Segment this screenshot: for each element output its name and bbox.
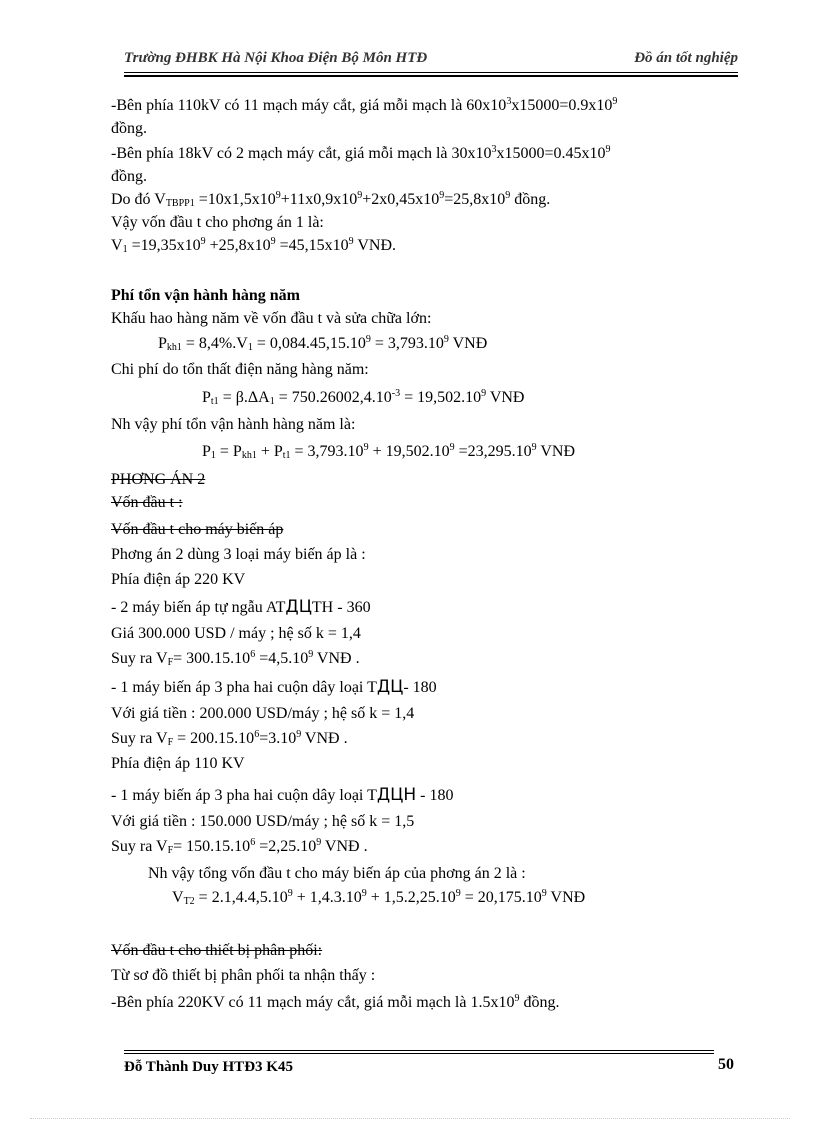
line-p1: $P_1 = P_{kh1} + P_{t1} = 3,793.10^9 + 19,502.10^9 =23,295.10^9$ VNĐ xyxy=(202,442,575,461)
line-vf-300: Suy ra $V_F= 300.15.10^6 =4,5.10^9$ VNĐ . xyxy=(111,649,360,668)
line-vt2: $V_{T2} = 2.1,4.4,5.10^9 + 1,4.3.10^9 + 1,5.2,25.10^9 = 20,175.10^9$ VNĐ xyxy=(172,888,586,907)
line-pt1: $P_{t1} = \beta.\Delta A_1 = 750.26002,4.10^{-3} = 19,502.10^9$ VNĐ xyxy=(202,388,525,407)
heading-phuong-an-2: PHƠNG ÁN 2 xyxy=(111,471,206,488)
line-vf-200: Suy ra $V_F = 200.15.10^6=3.10^9$ VNĐ . xyxy=(111,729,348,748)
header-doc-type: Đồ án tốt nghiệp xyxy=(634,50,738,66)
heading-von-mba: Vốn đầu t cho máy biến áp xyxy=(111,521,284,538)
line-tong-von-mba: Nh vậy tổng vốn đầu t cho máy biến áp của phơng án 2 là : xyxy=(148,865,526,882)
line-nhu-vay-phi-ton: Nh vậy phí tổn vận hành hàng năm là: xyxy=(111,416,356,433)
footer-author: Đỗ Thành Duy HTĐ3 K45 xyxy=(124,1059,293,1075)
line-gia-300000: Giá 300.000 USD / máy ; hệ số k = 1,4 xyxy=(111,625,361,642)
footer-rule-top xyxy=(124,1050,714,1051)
header-rule-thick xyxy=(124,75,738,77)
line-220kv-breakers: -Bên phía 220KV có 11 mạch máy cắt, giá mỗi mạch là $1.5x10^9$ đồng. xyxy=(111,993,560,1011)
line-gia-150000: Với giá tiền : 150.000 USD/máy ; hệ số k = 1,5 xyxy=(111,813,415,830)
heading-von-dau-tu: Vốn đầu t : xyxy=(111,494,183,511)
line-v1: $V_1 =19,35x10^9 +25,8x10^9 =45,15x10^9$ VNĐ. xyxy=(111,236,397,255)
line-gia-200000: Với giá tiền : 200.000 USD/máy ; hệ số k = 1,4 xyxy=(111,705,415,722)
header-institution: Trường ĐHBK Hà Nội Khoa Điện Bộ Môn HTĐ xyxy=(124,50,428,66)
line-vtbpp1: Do đó $V_{TBPP1} =10x1,5x10^9+11x0,9x10^9+2x0,45x10^9=25,8x10^9$ đồng. xyxy=(111,190,551,209)
footer-rule-bottom xyxy=(124,1053,714,1054)
line-pkh1: $P_{kh1} = 8,4\%.V_1 = 0,084.45,15.10^9 = 3,793.10^9$ VNĐ xyxy=(158,334,488,353)
page-number: 50 xyxy=(718,1056,734,1073)
line-phia-220kv: Phía điện áp 220 KV xyxy=(111,571,246,588)
header-rule-thin xyxy=(124,72,738,73)
page-header xyxy=(124,48,738,74)
line-chi-phi-ton-that: Chi phí do tổn thất điện năng hàng năm: xyxy=(111,361,369,378)
line-khau-hao: Khấu hao hàng năm về vốn đầu t và sửa chữa lớn: xyxy=(111,310,432,327)
line-18kv-breakers: -Bên phía 18kV có 2 mạch máy cắt, giá mỗi mạch là $30x10^3x15000=0.45x10^9$ xyxy=(111,144,611,162)
line-2-mba-tu-ngau: - 2 máy biến áp tự ngẫu ATДЦTH - 360 xyxy=(111,597,371,617)
line-von-dau-tu-pa1: Vậy vốn đầu t cho phơng án 1 là: xyxy=(111,214,324,231)
page-bottom-border xyxy=(30,1118,790,1119)
line-tu-so-do: Từ sơ đồ thiết bị phân phối ta nhận thấy : xyxy=(111,967,376,984)
line-1-mba-tdc-180: - 1 máy biến áp 3 pha hai cuộn dây loại TДЦ- 180 xyxy=(111,677,437,697)
line-phia-110kv: Phía điện áp 110 KV xyxy=(111,755,245,772)
line-dong-2: đồng. xyxy=(111,168,147,185)
line-1-mba-tdcn-180: - 1 máy biến áp 3 pha hai cuộn dây loại TДЦН - 180 xyxy=(111,785,454,805)
line-pa2-3-loai: Phơng án 2 dùng 3 loại máy biến áp là : xyxy=(111,546,366,563)
line-vf-150: Suy ra $V_F= 150.15.10^6 =2,25.10^9$ VNĐ . xyxy=(111,837,368,856)
line-110kv-breakers: -Bên phía 110kV có 11 mạch máy cắt, giá mỗi mạch là $60x10^3x15000=0.9x10^9$ xyxy=(111,96,618,114)
heading-von-tbpp: Vốn đầu t cho thiết bị phân phối: xyxy=(111,942,323,959)
line-dong-1: đồng. xyxy=(111,120,147,137)
heading-phi-ton: Phí tổn vận hành hàng năm xyxy=(111,287,300,304)
